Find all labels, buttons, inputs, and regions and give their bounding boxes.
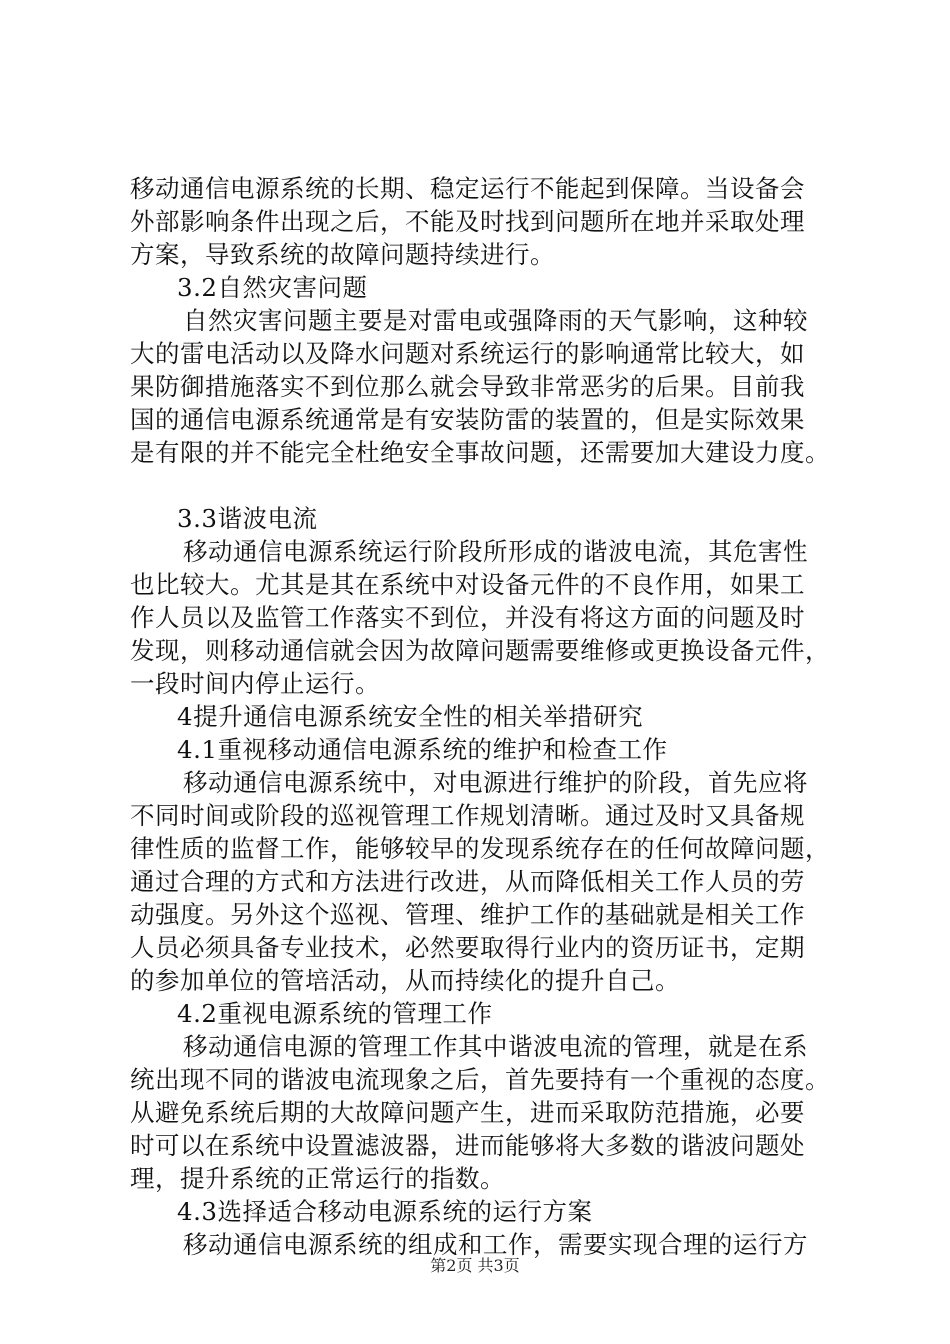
text-line: 人员必须具备专业技术，必然要取得行业内的资历证书，定期: [130, 933, 805, 962]
text-line: 移动通信电源系统的组成和工作，需要实现合理的运行方: [183, 1230, 808, 1259]
blank-line: [130, 469, 850, 502]
text-line: 的参加单位的管培活动，从而持续化的提升自己。: [130, 966, 680, 995]
text-line: 统出现不同的谐波电流现象之后，首先要持有一个重视的态度。: [130, 1065, 830, 1094]
text-line: 4.3选择适合移动电源系统的运行方案: [177, 1197, 593, 1226]
document-body: [130, 172, 850, 1261]
text-line: 大的雷电活动以及降水问题对系统运行的影响通常比较大，如: [130, 339, 805, 368]
text-line: 4.1重视移动通信电源系统的维护和检查工作: [177, 735, 668, 764]
text-line: 律性质的监督工作，能够较早的发现系统存在的任何故障问题，: [130, 834, 830, 863]
text-line: 也比较大。尤其是其在系统中对设备元件的不良作用，如果工: [130, 570, 805, 599]
text-line: 发现，则移动通信就会因为故障问题需要维修或更换设备元件，: [130, 636, 830, 665]
text-line: 从避免系统后期的大故障问题产生，进而采取防范措施，必要: [130, 1098, 805, 1127]
text-line: 通过合理的方式和方法进行改进，从而降低相关工作人员的劳: [130, 867, 805, 896]
text-line: 果防御措施落实不到位那么就会导致非常恶劣的后果。目前我: [130, 372, 805, 401]
text-line: 方案，导致系统的故障问题持续进行。: [130, 240, 555, 269]
text-line: 3.2自然灾害问题: [177, 273, 368, 302]
text-line: 移动通信电源系统的长期、稳定运行不能起到保障。当设备会: [130, 174, 805, 203]
text-line: 不同时间或阶段的巡视管理工作规划清晰。通过及时又具备规: [130, 801, 805, 830]
text-line: 移动通信电源系统中，对电源进行维护的阶段，首先应将: [183, 768, 808, 797]
text-line: 作人员以及监管工作落实不到位，并没有将这方面的问题及时: [130, 603, 805, 632]
text-line: 动强度。另外这个巡视、管理、维护工作的基础就是相关工作: [130, 900, 805, 929]
text-line: 理，提升系统的正常运行的指数。: [130, 1164, 505, 1193]
text-line: 一段时间内停止运行。: [130, 669, 380, 698]
text-line: 4.2重视电源系统的管理工作: [177, 999, 493, 1028]
text-line: 移动通信电源系统运行阶段所形成的谐波电流，其危害性: [183, 537, 808, 566]
text-line: 是有限的并不能完全杜绝安全事故问题，还需要加大建设力度。: [130, 438, 830, 467]
text-line: 国的通信电源系统通常是有安装防雷的装置的，但是实际效果: [130, 405, 805, 434]
page-footer: 第2页 共3页: [430, 1256, 520, 1275]
text-line: 3.3谐波电流: [177, 504, 318, 533]
text-line: 外部影响条件出现之后，不能及时找到问题所在地并采取处理: [130, 207, 805, 236]
text-line: 移动通信电源的管理工作其中谐波电流的管理，就是在系: [183, 1032, 808, 1061]
text-line: 自然灾害问题主要是对雷电或强降雨的天气影响，这种较: [183, 306, 808, 335]
text-line: 时可以在系统中设置滤波器，进而能够将大多数的谐波问题处: [130, 1131, 805, 1160]
text-line: 4提升通信电源系统安全性的相关举措研究: [177, 702, 644, 731]
